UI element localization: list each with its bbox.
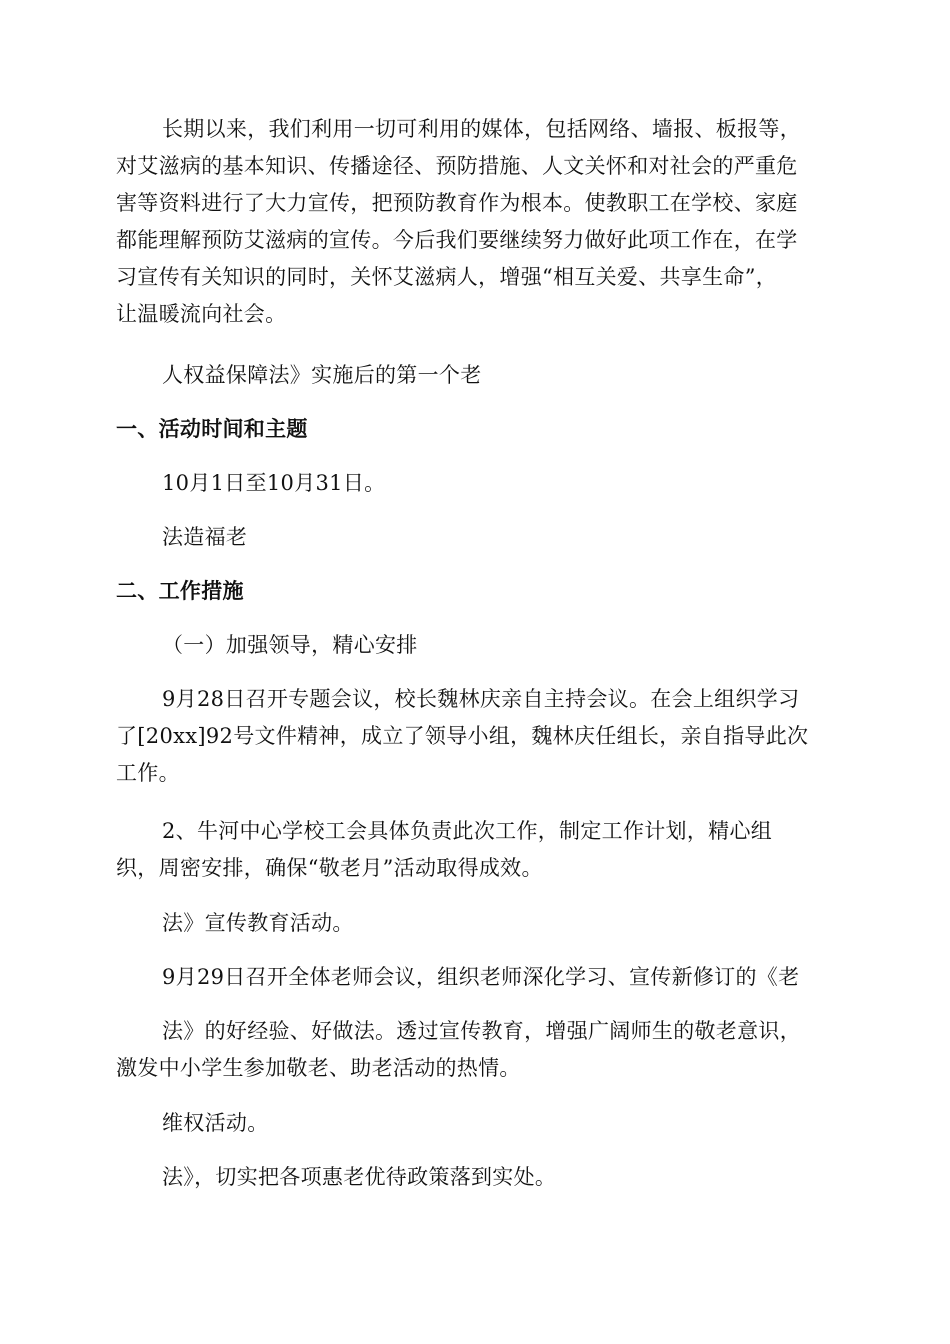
section-heading-time-theme: 一、活动时间和主题 — [116, 417, 308, 441]
section-heading-measures: 二、工作措施 — [116, 579, 244, 603]
paragraph-meeting — [116, 681, 836, 792]
paragraph-teacher-meeting — [116, 959, 836, 996]
paragraph-aids-publicity — [116, 111, 836, 333]
text-line: （一）加强领导，精心安排 — [162, 633, 418, 657]
text-line: 9月29日召开全体老师会议，组织老师深化学习、宣传新修订的《老 — [162, 965, 800, 989]
paragraph-policies — [116, 1159, 836, 1196]
paragraph-rights-activity — [116, 1105, 836, 1142]
text-line: 法》宣传教育活动。 — [162, 911, 354, 935]
text-line: 让温暖流向社会。 — [116, 302, 287, 326]
subheading-leadership — [116, 627, 836, 664]
text-line: 法》的好经验、好做法。透过宣传教育，增强广阔师生的敬老意识， — [162, 1019, 801, 1043]
text-line: 维权活动。 — [162, 1111, 269, 1135]
text-line: 法造福老 — [162, 525, 248, 549]
paragraph-union — [116, 813, 836, 887]
text-line: 了[20xx]92号文件精神，成立了领导小组，魏林庆任组长，亲自指导此次 — [116, 724, 809, 748]
paragraph-law-intro — [116, 357, 836, 394]
text-line: 长期以来，我们利用一切可利用的媒体，包括网络、墙报、板报等， — [162, 117, 801, 141]
text-line: 工作。 — [116, 761, 180, 785]
text-line: 都能理解预防艾滋病的宣传。今后我们要继续努力做好此项工作在，在学 — [116, 228, 798, 252]
text-line: 害等资料进行了大力宣传，把预防教育作为根本。使教职工在学校、家庭 — [116, 191, 798, 215]
paragraph-theme — [116, 519, 836, 556]
text-line: 织，周密安排，确保“敬老月”活动取得成效。 — [116, 856, 543, 880]
text-line: 法》，切实把各项惠老优待政策落到实处。 — [162, 1165, 557, 1189]
text-line: 习宣传有关知识的同时，关怀艾滋病人，增强“相互关爱、共享生命”， — [116, 265, 778, 289]
paragraph-experience — [116, 1013, 836, 1087]
text-line: 10月1日至10月31日。 — [162, 471, 386, 495]
text-line: 2、牛河中心学校工会具体负责此次工作，制定工作计划，精心组 — [162, 819, 773, 843]
text-line: 激发中小学生参加敬老、助老活动的热情。 — [116, 1056, 521, 1080]
text-line: 人权益保障法》实施后的第一个老 — [162, 363, 482, 387]
text-line: 9月28日召开专题会议，校长魏林庆亲自主持会议。在会上组织学习 — [162, 687, 800, 711]
paragraph-dates — [116, 465, 836, 502]
paragraph-education — [116, 905, 836, 942]
text-line: 对艾滋病的基本知识、传播途径、预防措施、人文关怀和对社会的严重危 — [116, 154, 798, 178]
